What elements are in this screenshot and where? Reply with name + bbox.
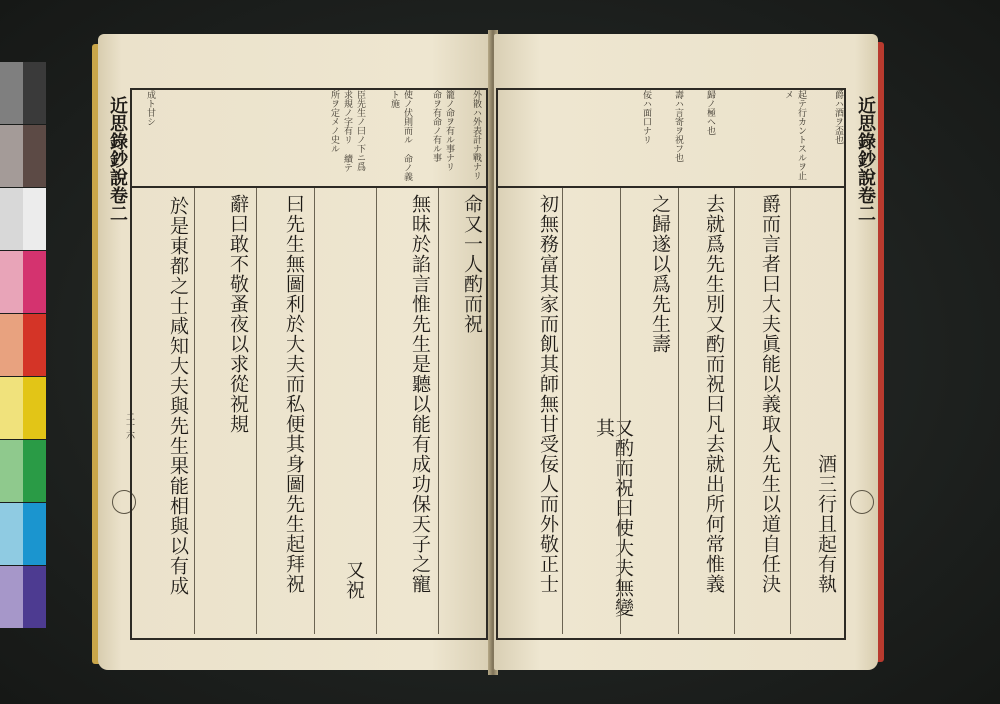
right-rule bbox=[620, 188, 621, 634]
swatch-dark bbox=[23, 188, 46, 250]
right-note-4: 壽ハ言寄ヲ祝フ也 bbox=[673, 90, 683, 162]
right-note-1: 爵ハ酒ヲ盃也 bbox=[833, 90, 843, 144]
left-rule bbox=[256, 188, 257, 634]
right-note-2: 起テ行カントスルヲ止メ bbox=[783, 90, 806, 180]
right-col-1: 酒三行且起有執 bbox=[815, 454, 837, 594]
color-swatch bbox=[0, 503, 46, 565]
swatch-dark bbox=[23, 125, 46, 187]
swatch-light bbox=[0, 62, 23, 124]
swatch-light bbox=[0, 440, 23, 502]
left-col-4: 又祝 bbox=[343, 560, 365, 600]
left-header-title: 近思錄鈔說卷二 bbox=[107, 96, 128, 222]
color-swatch bbox=[0, 566, 46, 628]
right-col-3: 去就爲先生別又酌而祝曰凡去就出所何常惟義 bbox=[703, 194, 725, 594]
left-col-1: 於是東都之士咸知大夫與先生果能相與以有成 bbox=[167, 196, 189, 596]
swatch-light bbox=[0, 314, 23, 376]
left-rule bbox=[314, 188, 315, 634]
right-rule bbox=[734, 188, 735, 634]
swatch-dark bbox=[23, 440, 46, 502]
color-swatch bbox=[0, 377, 46, 439]
swatch-dark bbox=[23, 62, 46, 124]
right-fishtail-mark bbox=[850, 490, 874, 514]
swatch-dark bbox=[23, 251, 46, 313]
color-swatch bbox=[0, 440, 46, 502]
color-swatch bbox=[0, 251, 46, 313]
right-header-title: 近思錄鈔說卷二 bbox=[855, 96, 876, 222]
swatch-dark bbox=[23, 566, 46, 628]
swatch-light bbox=[0, 566, 23, 628]
swatch-light bbox=[0, 125, 23, 187]
swatch-dark bbox=[23, 377, 46, 439]
left-rule bbox=[438, 188, 439, 634]
swatch-light bbox=[0, 251, 23, 313]
left-note-1: 成ト甘シ bbox=[145, 90, 155, 126]
color-swatch bbox=[0, 62, 46, 124]
right-col-6: 初無務富其家而飢其師無甘受佞人而外敬正士 bbox=[537, 194, 559, 594]
left-rule bbox=[376, 188, 377, 634]
left-col-3: 曰先生無圖利於大夫而私便其身圖先生起拜祝 bbox=[283, 194, 305, 594]
left-page-number: 二十六 bbox=[124, 412, 134, 439]
swatch-light bbox=[0, 503, 23, 565]
color-swatch bbox=[0, 314, 46, 376]
left-note-5: 外散ハ外表計ナ戰ナリ bbox=[471, 90, 481, 180]
swatch-dark bbox=[23, 314, 46, 376]
swatch-light bbox=[0, 188, 23, 250]
color-swatch bbox=[0, 125, 46, 187]
color-checker bbox=[0, 62, 46, 630]
right-note-3: 歸ノ極ヘ也 bbox=[705, 90, 715, 135]
left-col-5: 無昧於諂言惟先生是聽以能有成功保天子之寵 bbox=[409, 194, 431, 594]
left-note-3: 使ノ伏則而ル 命ノ義ト施 bbox=[389, 90, 412, 181]
right-main-text bbox=[498, 188, 842, 634]
right-note-5: 佞ハ面口ナリ bbox=[641, 90, 651, 144]
left-note-2: 臣先生ノ曰ノ下ニ爲 求規ノ字有リ 續テ 所ヲ定メノ史ル bbox=[329, 90, 365, 172]
left-note-4: 籠ノ命ヲ有ル事ナリ 命ヲ有命ノ有ル事 bbox=[431, 90, 454, 171]
left-col-2: 辭曰敢不敬蚤夜以求從祝規 bbox=[227, 194, 249, 434]
left-rule bbox=[194, 188, 195, 634]
open-book bbox=[92, 30, 884, 675]
right-col-4: 之歸遂以爲先生壽 bbox=[649, 194, 671, 354]
right-rule bbox=[562, 188, 563, 634]
left-col-6: 命又一人酌而祝 bbox=[461, 194, 483, 334]
color-swatch bbox=[0, 188, 46, 250]
swatch-light bbox=[0, 377, 23, 439]
swatch-dark bbox=[23, 503, 46, 565]
right-rule bbox=[790, 188, 791, 634]
left-main-text bbox=[132, 188, 484, 634]
right-rule bbox=[678, 188, 679, 634]
right-col-2: 爵而言者曰大夫眞能以義取人先生以道自任決 bbox=[759, 194, 781, 594]
right-col-5: 又酌而祝曰使大夫無變其 bbox=[593, 418, 634, 618]
